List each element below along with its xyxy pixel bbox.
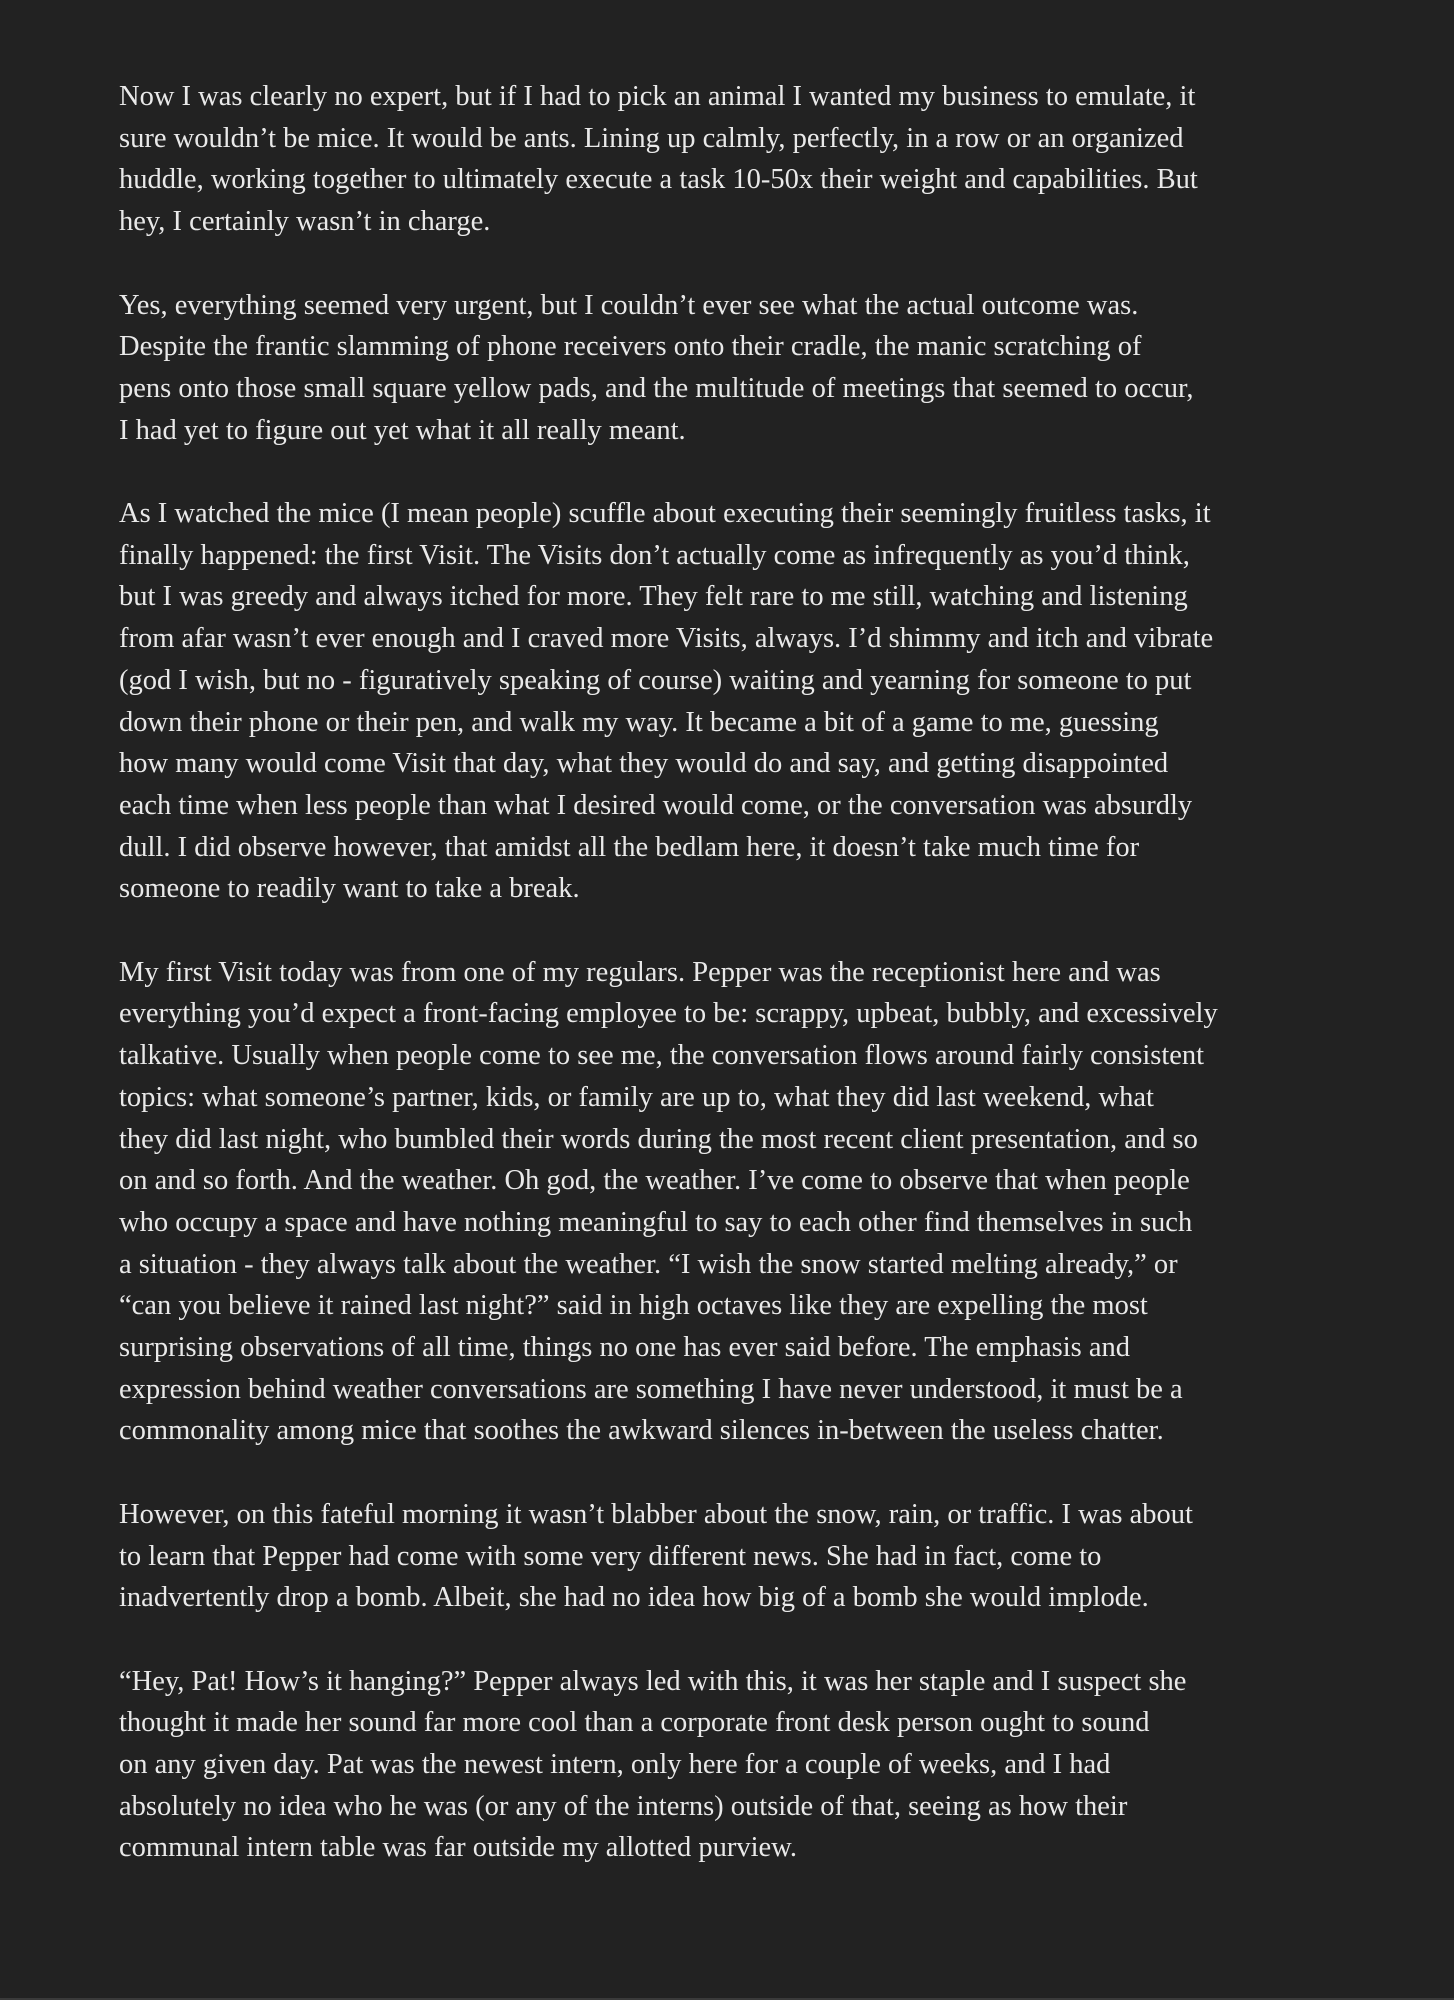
- paragraph: [119, 76, 1349, 243]
- text-line: hey, I certainly wasn’t in charge.: [119, 206, 491, 238]
- text-line: someone to readily want to take a break.: [119, 873, 580, 905]
- paragraph: [119, 952, 1349, 1452]
- paragraph: [119, 1494, 1349, 1619]
- text-line: topics: what someone’s partner, kids, or family are up to, what they did last weekend, what: [119, 1081, 1154, 1113]
- text-line: dull. I did observe however, that amidst all the bedlam here, it doesn’t take much time for: [119, 831, 1140, 863]
- text-line: on and so forth. And the weather. Oh god, the weather. I’ve come to observe that when people: [119, 1165, 1190, 1197]
- text-line: However, on this fateful morning it wasn’t blabber about the snow, rain, or traffic. I was about: [119, 1498, 1193, 1530]
- text-line: “can you believe it rained last night?” said in high octaves like they are expelling the most: [119, 1290, 1148, 1322]
- text-line: (god I wish, but no - figuratively speaking of course) waiting and yearning for someone to put: [119, 664, 1192, 696]
- text-line: My first Visit today was from one of my regulars. Pepper was the receptionist here and was: [119, 956, 1161, 988]
- document-body: [119, 76, 1349, 1911]
- text-line: pens onto those small square yellow pads, and the multitude of meetings that seemed to occur,: [119, 372, 1194, 404]
- paragraph: [119, 493, 1349, 910]
- text-line: communal intern table was far outside my allotted purview.: [119, 1832, 798, 1864]
- text-line: commonality among mice that soothes the awkward silences in-between the useless chatter.: [119, 1415, 1164, 1447]
- text-line: As I watched the mice (I mean people) scuffle about executing their seemingly fruitless tasks, it: [119, 498, 1211, 529]
- text-line: “Hey, Pat! How’s it hanging?” Pepper always led with this, it was her staple and I suspect she: [119, 1665, 1187, 1697]
- paragraph: [119, 285, 1349, 452]
- text-line: thought it made her sound far more cool than a corporate front desk person ought to sound: [119, 1707, 1150, 1739]
- text-line: a situation - they always talk about the weather. “I wish the snow started melting already,” or: [119, 1248, 1178, 1280]
- text-line: I had yet to figure out yet what it all really meant.: [119, 414, 686, 446]
- text-line: finally happened: the first Visit. The Visits don’t actually come as infrequently as you’d think,: [119, 539, 1190, 571]
- text-line: who occupy a space and have nothing meaningful to say to each other find themselves in such: [119, 1206, 1193, 1238]
- text-line: each time when less people than what I desired would come, or the conversation was absurdly: [119, 789, 1193, 821]
- text-line: Despite the frantic slamming of phone receivers onto their cradle, the manic scratching of: [119, 331, 1142, 363]
- paragraph: [119, 1661, 1349, 1870]
- text-line: they did last night, who bumbled their words during the most recent client presentation, and so: [119, 1123, 1198, 1155]
- text-line: from afar wasn’t ever enough and I craved more Visits, always. I’d shimmy and itch and vibrate: [119, 623, 1214, 655]
- text-line: everything you’d expect a front-facing employee to be: scrappy, upbeat, bubbly, and excessively: [119, 998, 1218, 1030]
- text-line: sure wouldn’t be mice. It would be ants. Lining up calmly, perfectly, in a row or an organized: [119, 122, 1184, 154]
- text-line: absolutely no idea who he was (or any of the interns) outside of that, seeing as how their: [119, 1790, 1128, 1822]
- text-line: inadvertently drop a bomb. Albeit, she had no idea how big of a bomb she would implode.: [119, 1582, 1149, 1614]
- text-line: to learn that Pepper had come with some very different news. She had in fact, come to: [119, 1540, 1102, 1572]
- text-line: talkative. Usually when people come to see me, the conversation flows around fairly consistent: [119, 1040, 1205, 1072]
- text-line: on any given day. Pat was the newest intern, only here for a couple of weeks, and I had: [119, 1749, 1111, 1781]
- text-line: Yes, everything seemed very urgent, but I couldn’t ever see what the actual outcome was.: [119, 289, 1139, 321]
- text-line: expression behind weather conversations are something I have never understood, it must be a: [119, 1373, 1183, 1405]
- text-line: huddle, working together to ultimately execute a task 10-50x their weight and capabilities. But: [119, 164, 1198, 196]
- text-line: but I was greedy and always itched for more. They felt rare to me still, watching and listening: [119, 581, 1188, 613]
- text-line: Now I was clearly no expert, but if I had to pick an animal I wanted my business to emulate, it: [119, 81, 1196, 112]
- text-line: how many would come Visit that day, what they would do and say, and getting disappointed: [119, 748, 1169, 780]
- text-line: surprising observations of all time, things no one has ever said before. The emphasis and: [119, 1332, 1130, 1364]
- text-line: down their phone or their pen, and walk my way. It became a bit of a game to me, guessing: [119, 706, 1159, 738]
